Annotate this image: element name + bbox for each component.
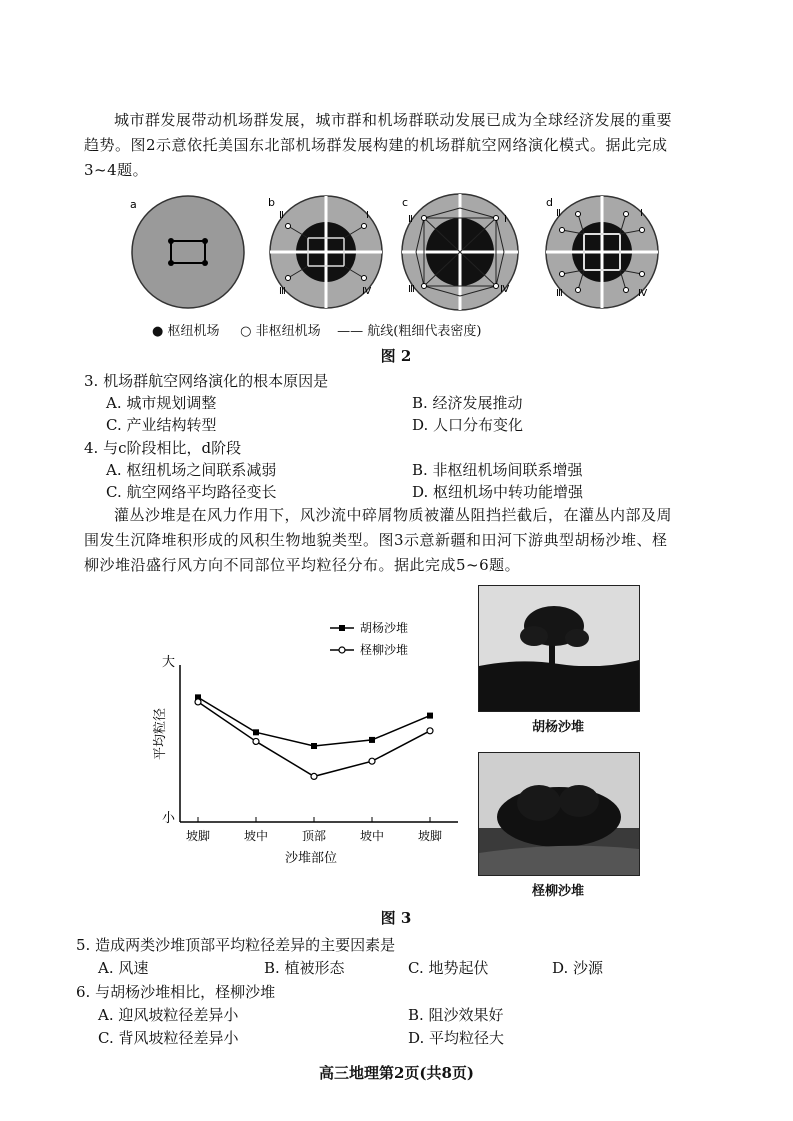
panel-b-label: b <box>268 196 275 209</box>
panel-a <box>132 196 244 308</box>
panel-d-quadrant-4: Ⅳ <box>638 288 648 299</box>
x-tick-labels <box>186 817 442 843</box>
panel-d-quadrant-1: Ⅰ <box>640 208 643 219</box>
intro-paragraph-1 <box>84 108 724 183</box>
panel-c-label: c <box>402 196 409 209</box>
y-axis-title: 平均粒径 <box>153 707 168 760</box>
legend-route: —— 航线(粗细代表密度) <box>337 324 482 339</box>
question-5-stem: 5. 造成两类沙堆顶部平均粒径差异的主要因素是 <box>76 936 396 954</box>
panel-c-quadrant-2: Ⅱ <box>408 214 413 225</box>
q5-option-c[interactable]: C. 地势起伏 <box>408 959 489 977</box>
photo-tamarix-dune <box>478 752 640 876</box>
q4-option-b[interactable]: B. 非枢纽机场间联系增强 <box>412 461 583 479</box>
chart-series <box>195 694 433 779</box>
series-0-point-3 <box>369 737 375 743</box>
y-axis-bottom-label: 小 <box>162 811 176 826</box>
question-4-stem: 4. 与c阶段相比，d阶段 <box>84 439 242 457</box>
panel-c-quadrant-3: Ⅲ <box>408 284 415 295</box>
photo-populus-caption: 胡杨沙堆 <box>531 720 584 735</box>
intro2-line2: 围发生沉降堆积形成的风积生物地貌类型。图3示意新疆和田河下游典型胡杨沙堆、柽 <box>84 531 668 549</box>
q3-option-b[interactable]: B. 经济发展推动 <box>412 394 523 412</box>
panel-d-label: d <box>546 196 553 209</box>
q3-option-d[interactable]: D. 人口分布变化 <box>412 416 524 434</box>
panel-c <box>402 194 518 310</box>
intro1-line1: 城市群发展带动机场群发展，城市群和机场群联动发展已成为全球经济发展的重要 <box>114 111 673 129</box>
series-1-point-0 <box>195 699 201 705</box>
panel-d <box>546 196 658 308</box>
panel-c-quadrant-1: Ⅰ <box>504 214 507 225</box>
intro-paragraph-2 <box>84 503 724 578</box>
series-0-point-4 <box>427 713 433 719</box>
series-0-point-1 <box>253 729 259 735</box>
x-tick-label-2: 顶部 <box>301 829 327 843</box>
figure-3-line-chart <box>140 600 470 880</box>
x-axis-title: 沙堆部位 <box>285 851 338 866</box>
y-axis-top-label: 大 <box>162 655 176 670</box>
intro2-line1: 灌丛沙堆是在风力作用下，风沙流中碎屑物质被灌丛阻挡拦截后，在灌丛内部及周 <box>114 506 673 524</box>
q6-option-b[interactable]: B. 阻沙效果好 <box>408 1006 504 1024</box>
figure-3-caption: 图 3 <box>380 909 412 927</box>
q4-option-d[interactable]: D. 枢纽机场中转功能增强 <box>412 483 584 501</box>
q3-option-c[interactable]: C. 产业结构转型 <box>106 416 217 434</box>
panel-b <box>270 196 382 308</box>
x-tick-label-4: 坡脚 <box>417 829 443 843</box>
q4-option-c[interactable]: C. 航空网络平均路径变长 <box>106 483 277 501</box>
q5-option-d[interactable]: D. 沙源 <box>552 959 604 977</box>
series-line-0 <box>198 697 430 746</box>
intro1-line3: 3~4题。 <box>84 161 149 179</box>
series-line-1 <box>198 702 430 776</box>
panel-d-quadrant-2: Ⅱ <box>556 208 561 219</box>
legend-series-2: 柽柳沙堆 <box>360 643 409 657</box>
page-footer: 高三地理第2页(共8页) <box>318 1064 475 1082</box>
chart-legend <box>330 620 408 657</box>
series-0-point-2 <box>311 743 317 749</box>
series-1-point-1 <box>253 738 259 744</box>
question-3-stem: 3. 机场群航空网络演化的根本原因是 <box>84 372 329 390</box>
q6-option-a[interactable]: A. 迎风坡粒径差异小 <box>98 1006 239 1024</box>
legend-nonhub: ○ 非枢纽机场 <box>240 324 321 339</box>
x-tick-label-1: 坡中 <box>243 829 269 843</box>
series-1-point-4 <box>427 728 433 734</box>
legend-series-1: 胡杨沙堆 <box>360 621 409 635</box>
figure-2-caption: 图 2 <box>380 347 412 365</box>
question-6-stem: 6. 与胡杨沙堆相比，柽柳沙堆 <box>76 983 276 1001</box>
panel-b-quadrant-4: Ⅳ <box>362 286 372 297</box>
photo-tamarix-caption: 柽柳沙堆 <box>531 884 584 899</box>
panel-b-quadrant-3: Ⅲ <box>279 286 286 297</box>
panel-b-quadrant-1: Ⅰ <box>366 210 369 221</box>
photo-populus-dune <box>478 585 640 712</box>
series-1-point-2 <box>311 773 317 779</box>
panel-c-quadrant-4: Ⅳ <box>500 284 510 295</box>
series-1-point-3 <box>369 758 375 764</box>
x-tick-label-3: 坡中 <box>359 829 385 843</box>
panel-b-quadrant-2: Ⅱ <box>279 210 284 221</box>
figure-2-legend <box>152 320 481 339</box>
panel-d-quadrant-3: Ⅲ <box>556 288 563 299</box>
figure-2-diagram <box>120 190 680 315</box>
intro1-line2: 趋势。图2示意依托美国东北部机场群发展构建的机场群航空网络演化模式。据此完成 <box>84 136 668 154</box>
q6-option-c[interactable]: C. 背风坡粒径差异小 <box>98 1029 239 1047</box>
intro2-line3: 柳沙堆沿盛行风方向不同部位平均粒径分布。据此完成5~6题。 <box>84 556 521 574</box>
q5-option-a[interactable]: A. 风速 <box>98 959 149 977</box>
q4-option-a[interactable]: A. 枢纽机场之间联系减弱 <box>106 461 277 479</box>
q6-option-d[interactable]: D. 平均粒径大 <box>408 1029 505 1047</box>
panel-a-label: a <box>130 198 137 211</box>
q5-option-b[interactable]: B. 植被形态 <box>264 959 345 977</box>
q3-option-a[interactable]: A. 城市规划调整 <box>106 394 217 412</box>
x-tick-label-0: 坡脚 <box>185 829 211 843</box>
legend-hub: ● 枢纽机场 <box>152 324 220 339</box>
